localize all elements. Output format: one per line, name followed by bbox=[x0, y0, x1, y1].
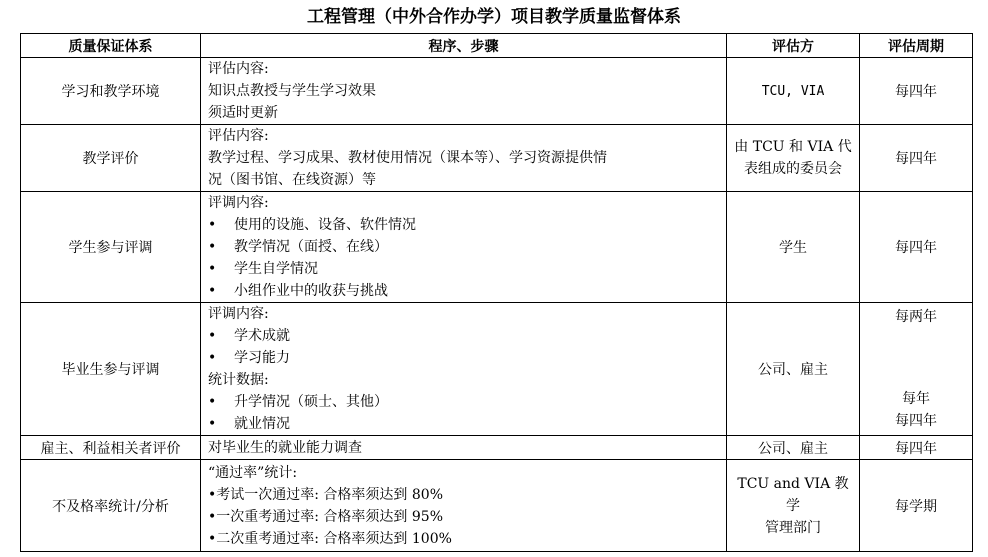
table-row bbox=[21, 58, 973, 125]
cycle-cell: 每四年 bbox=[860, 436, 973, 460]
evaluator-cell: 公司、雇主 bbox=[727, 303, 860, 436]
procedure-line: •考试一次通过率: 合格率须达到 80% bbox=[208, 486, 443, 503]
bullet-text: 学术成就 bbox=[234, 328, 290, 344]
bullet-text: 小组作业中的收获与挑战 bbox=[234, 283, 388, 299]
bullet-icon: • bbox=[208, 416, 217, 432]
header-system: 质量保证体系 bbox=[21, 34, 201, 58]
table-row bbox=[21, 125, 973, 192]
bullet-item bbox=[208, 214, 720, 236]
bullet-icon: • bbox=[208, 394, 217, 410]
procedure-line: •一次重考通过率: 合格率须达到 95% bbox=[208, 508, 443, 525]
cycle-cell: 每四年 bbox=[860, 58, 973, 125]
procedure-line: 知识点教授与学生学习效果 bbox=[208, 83, 376, 99]
procedure-cell bbox=[201, 192, 727, 303]
bullet-text: 升学情况（硕士、其他） bbox=[234, 394, 388, 410]
evaluator-cell: 公司、雇主 bbox=[727, 436, 860, 460]
evaluator-cell bbox=[727, 460, 860, 552]
procedure-cell bbox=[201, 303, 727, 436]
procedure-heading: 评调内容: bbox=[208, 195, 269, 211]
evaluator-line: 由 TCU 和 VIA 代 bbox=[734, 139, 852, 155]
cycle-line: 每四年 bbox=[895, 413, 937, 429]
procedure-line: 况（图书馆、在线资源）等 bbox=[208, 172, 376, 188]
header-cycle: 评估周期 bbox=[860, 34, 973, 58]
procedure-heading: 统计数据: bbox=[208, 372, 269, 388]
procedure-line: “通过率”统计: bbox=[208, 464, 298, 481]
bullet-icon: • bbox=[208, 239, 217, 255]
procedure-cell bbox=[201, 460, 727, 552]
procedure-cell bbox=[201, 125, 727, 192]
evaluator-cell bbox=[727, 125, 860, 192]
bullet-icon: • bbox=[208, 328, 217, 344]
document-title: 工程管理（中外合作办学）项目教学质量监督体系 bbox=[307, 7, 681, 27]
evaluator-cell: 学生 bbox=[727, 192, 860, 303]
bullet-item bbox=[208, 347, 720, 369]
bullet-item bbox=[208, 413, 720, 435]
bullet-text: 学生自学情况 bbox=[234, 261, 318, 277]
header-evaluator: 评估方 bbox=[727, 34, 860, 58]
bullet-item bbox=[208, 258, 720, 280]
system-cell: 学生参与评调 bbox=[21, 192, 201, 303]
bullet-text: 教学情况（面授、在线） bbox=[234, 239, 388, 255]
evaluator-line: TCU and VIA 教学 bbox=[737, 475, 849, 514]
bullet-icon: • bbox=[208, 283, 217, 299]
bullet-text: 就业情况 bbox=[234, 416, 290, 432]
evaluator-line: 表组成的委员会 bbox=[744, 161, 842, 177]
procedure-line: 教学过程、学习成果、教材使用情况（课本等）、学习资源提供情 bbox=[208, 150, 607, 166]
bullet-icon: • bbox=[208, 217, 217, 233]
cycle-line: 每年 bbox=[902, 391, 930, 407]
evaluator-cell: TCU, VIA bbox=[727, 58, 860, 125]
system-cell: 雇主、利益相关者评价 bbox=[21, 436, 201, 460]
table-row bbox=[21, 303, 973, 436]
table-row bbox=[21, 192, 973, 303]
bullet-item bbox=[208, 325, 720, 347]
procedure-line: 须适时更新 bbox=[208, 105, 278, 121]
cycle-stack bbox=[860, 304, 972, 434]
procedure-cell: 对毕业生的就业能力调查 bbox=[201, 436, 727, 460]
table-row bbox=[21, 460, 973, 552]
procedure-line: •二次重考通过率: 合格率须达到 100% bbox=[208, 530, 452, 547]
bullet-icon: • bbox=[208, 261, 217, 277]
cycle-cell bbox=[860, 303, 973, 436]
system-cell: 毕业生参与评调 bbox=[21, 303, 201, 436]
procedure-cell bbox=[201, 58, 727, 125]
bullet-text: 学习能力 bbox=[234, 350, 290, 366]
system-cell: 不及格率统计/分析 bbox=[21, 460, 201, 552]
cycle-line: 每两年 bbox=[895, 309, 937, 325]
bullet-item bbox=[208, 236, 720, 258]
cycle-cell: 每学期 bbox=[860, 460, 973, 552]
bullet-item bbox=[208, 280, 720, 302]
quality-system-table bbox=[20, 33, 973, 552]
procedure-heading: 评调内容: bbox=[208, 306, 269, 322]
bullet-text: 使用的设施、设备、软件情况 bbox=[234, 217, 416, 233]
cycle-cell: 每四年 bbox=[860, 125, 973, 192]
procedure-line: 评估内容: bbox=[208, 128, 269, 144]
system-cell: 教学评价 bbox=[21, 125, 201, 192]
evaluator-line: 管理部门 bbox=[765, 519, 821, 536]
system-cell: 学习和教学环境 bbox=[21, 58, 201, 125]
procedure-line: 评估内容: bbox=[208, 61, 269, 77]
table-row bbox=[21, 436, 973, 460]
cycle-cell: 每四年 bbox=[860, 192, 973, 303]
header-procedure: 程序、步骤 bbox=[201, 34, 727, 58]
cycle-group bbox=[895, 388, 937, 432]
bullet-icon: • bbox=[208, 350, 217, 366]
bullet-item bbox=[208, 391, 720, 413]
header-row bbox=[21, 34, 973, 58]
